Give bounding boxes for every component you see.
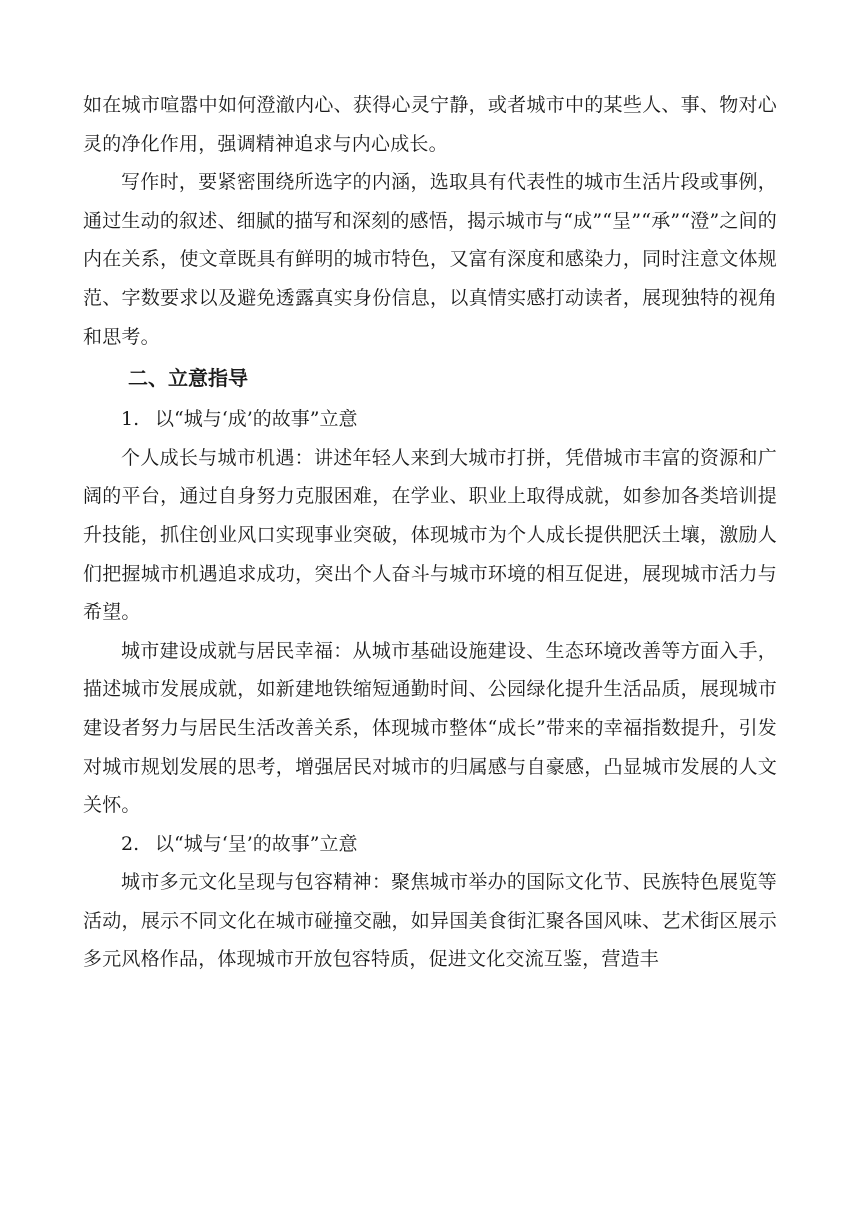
document-body [83,86,777,979]
paragraph-continued: 如在城市喧嚣中如何澄澈内心、获得心灵宁静，或者城市中的某些人、事、物对心灵的净化作用，强调精神追求与内心成长。 [83,94,777,155]
subsection-title-1 [83,400,777,439]
section-heading: 二、立意指导 [128,366,248,391]
subsection-number: 1. [121,408,140,431]
subsection-title-text: 以“城与‘呈’的故事”立意 [155,832,358,855]
subsection-number: 2. [121,832,140,855]
subsection-title-2 [83,825,777,864]
paragraph-writing-tips: 写作时，要紧密围绕所选字的内涵，选取具有代表性的城市生活片段或事例，通过生动的叙述、细腻的描写和深刻的感悟，揭示城市与“成”“呈”“承”“澄”之间的内在关系，使文章既具有鲜明的城市特色，又富有深度和感染力，同时注意文体规范、字数要求以及避免透露真实身份信息，以真情实感打动读者，展现独特的视角和思考。 [83,171,777,348]
paragraph-personal-growth: 个人成长与城市机遇：讲述年轻人来到大城市打拼，凭借城市丰富的资源和广阔的平台，通过自身努力克服困难，在学业、职业上取得成就，如参加各类培训提升技能，抓住创业风口实现事业突破，体现城市为个人成长提供肥沃土壤，激励人们把握城市机遇追求成功，突出个人奋斗与城市环境的相互促进，展现城市活力与希望。 [83,446,777,624]
paragraph-multicultural: 城市多元文化呈现与包容精神：聚焦城市举办的国际文化节、民族特色展览等活动，展示不同文化在城市碰撞交融，如异国美食街汇聚各国风味、艺术街区展示多元风格作品，体现城市开放包容特质，促进文化交流互鉴，营造丰 [83,871,777,971]
paragraph-city-construction: 城市建设成就与居民幸福：从城市基础设施建设、生态环境改善等方面入手，描述城市发展成就，如新建地铁缩短通勤时间、公园绿化提升生活品质，展现城市建设者努力与居民生活改善关系，体现城市整体“成长”带来的幸福指数提升，引发对城市规划发展的思考，增强居民对城市的归属感与自豪感，凸显城市发展的人文关怀。 [83,639,777,817]
subsection-title-text: 以“城与‘成’的故事”立意 [155,408,358,431]
